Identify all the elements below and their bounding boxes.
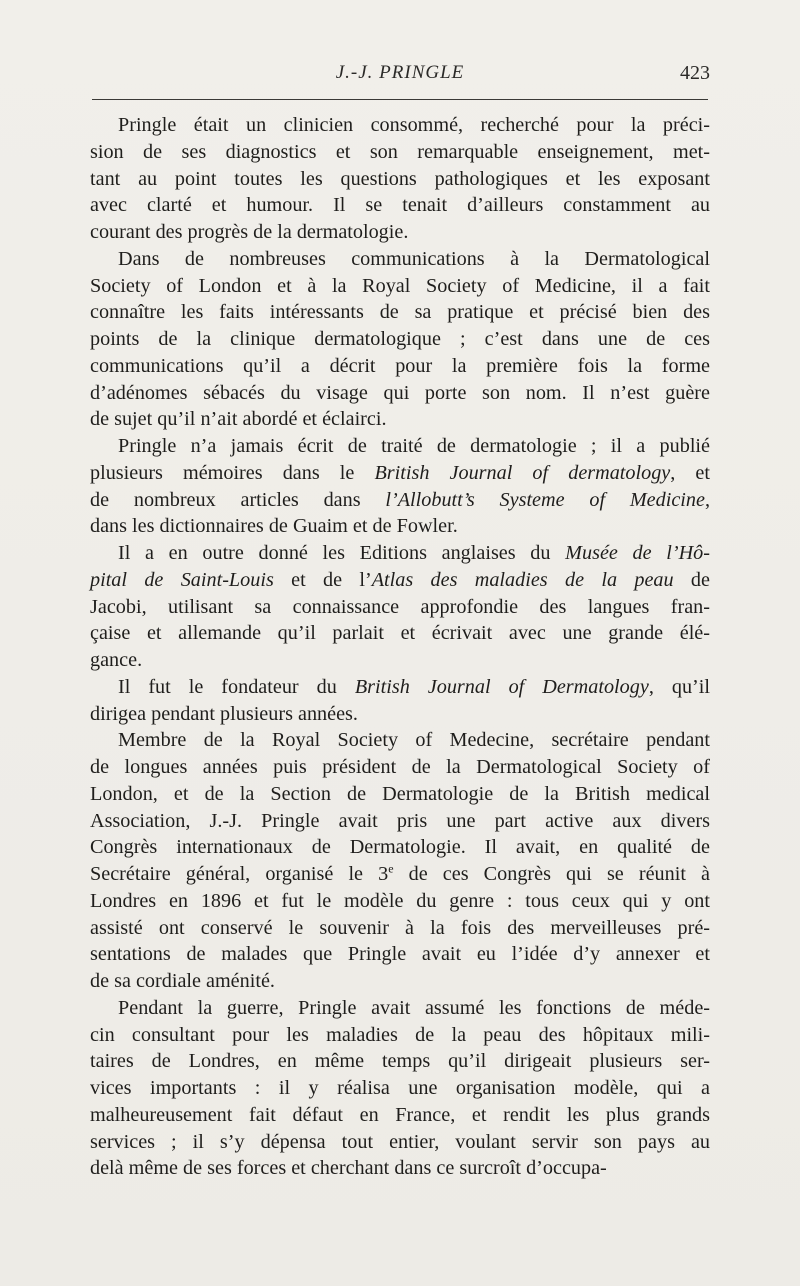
text-line: Congrès internationaux de Dermatologie. Il avait, en qualité de xyxy=(90,836,710,859)
text-line: Association, J.-J. Pringle avait pris une part active aux divers xyxy=(90,809,710,832)
paragraph xyxy=(90,540,710,674)
header-rule xyxy=(92,99,708,100)
paragraph xyxy=(90,995,710,1182)
text-line: Londres en 1896 et fut le modèle du genre : tous ceux qui y ont xyxy=(90,889,710,912)
text-line: sion de ses diagnostics et son remarquable enseignement, met- xyxy=(90,140,710,163)
text-line: d’adénomes sébacés du visage qui porte son nom. Il n’est guère xyxy=(90,381,710,404)
text-line: Society of London et à la Royal Society of Medicine, il a fait xyxy=(90,274,710,297)
text-line: çaise et allemande qu’il parlait et écrivait avec une grande élé- xyxy=(90,622,710,645)
text-line: dans les dictionnaires de Guaim et de Fowler. xyxy=(90,515,458,538)
text-line: delà même de ses forces et cherchant dans ce surcroît d’occupa- xyxy=(90,1157,607,1180)
text-line: dirigea pendant plusieurs années. xyxy=(90,702,358,725)
text-line: malheureusement fait défaut en France, et rendit les plus grands xyxy=(90,1103,710,1126)
paragraph xyxy=(90,433,710,540)
text-line: tant au point toutes les questions pathologiques et les exposant xyxy=(90,167,710,190)
text-line: avec clarté et humour. Il se tenait d’ailleurs constamment au xyxy=(90,194,710,217)
paragraph xyxy=(90,727,710,995)
text-line: sentations de malades que Pringle avait eu l’idée d’y annexer et xyxy=(90,943,710,966)
page-number: 423 xyxy=(680,62,710,84)
paragraph xyxy=(90,112,710,246)
text-line: connaître les faits intéressants de sa pratique et précisé bien des xyxy=(90,301,710,324)
text-line: assisté ont conservé le souvenir à la fois des merveilleuses pré- xyxy=(90,916,710,939)
text-line: points de la clinique dermatologique ; c’est dans une de ces xyxy=(90,328,710,350)
text-line: Il a en outre donné les Editions anglaises du Musée de l’Hô- xyxy=(118,542,710,564)
text-line: Pringle était un clinicien consommé, recherché pour la préci- xyxy=(118,114,710,136)
text-line: vices importants : il y réalisa une organisation modèle, qui a xyxy=(90,1077,710,1099)
running-head-title: J.-J. PRINGLE xyxy=(335,62,465,83)
text-line: Pringle n’a jamais écrit de traité de dermatologie ; il a publié xyxy=(118,435,710,457)
text-line: de sujet qu’il n’ait abordé et éclairci. xyxy=(90,408,387,431)
text-line: de longues années puis président de la Dermatological Society of xyxy=(90,756,710,778)
body-text xyxy=(90,112,710,1182)
text-line: Membre de la Royal Society of Medecine, secrétaire pendant xyxy=(118,729,710,752)
text-line: plusieurs mémoires dans le British Journal of dermatology, et xyxy=(90,461,710,484)
running-head xyxy=(90,62,710,92)
text-line: services ; il s’y dépensa tout entier, voulant servir son pays au xyxy=(90,1130,710,1153)
paragraph xyxy=(90,674,710,728)
text-line: Secrétaire général, organisé le 3e de ces Congrès qui se réunit à xyxy=(90,861,710,885)
paragraph xyxy=(90,246,710,433)
text-line: taires de Londres, en même temps qu’il dirigeait plusieurs ser- xyxy=(90,1050,710,1073)
text-line: gance. xyxy=(90,649,143,671)
text-line: Dans de nombreuses communications à la Dermatological xyxy=(118,247,710,270)
text-line: Il fut le fondateur du British Journal of Dermatology, qu’il xyxy=(118,675,710,698)
text-line: communications qu’il a décrit pour la première fois la forme xyxy=(90,354,710,377)
text-line: de nombreux articles dans l’Allobutt’s Systeme of Medicine, xyxy=(90,488,710,511)
text-line: pital de Saint-Louis et de l’Atlas des maladies de la peau de xyxy=(90,568,710,591)
text-line: courant des progrès de la dermatologie. xyxy=(90,221,409,243)
text-line: Pendant la guerre, Pringle avait assumé les fonctions de méde- xyxy=(118,996,710,1019)
text-line: London, et de la Section de Dermatologie de la British medical xyxy=(90,782,710,805)
text-line: cin consultant pour les maladies de la peau des hôpitaux mili- xyxy=(90,1023,710,1046)
text-line: Jacobi, utilisant sa connaissance approfondie des langues fran- xyxy=(90,595,710,618)
text-line: de sa cordiale aménité. xyxy=(90,970,275,992)
